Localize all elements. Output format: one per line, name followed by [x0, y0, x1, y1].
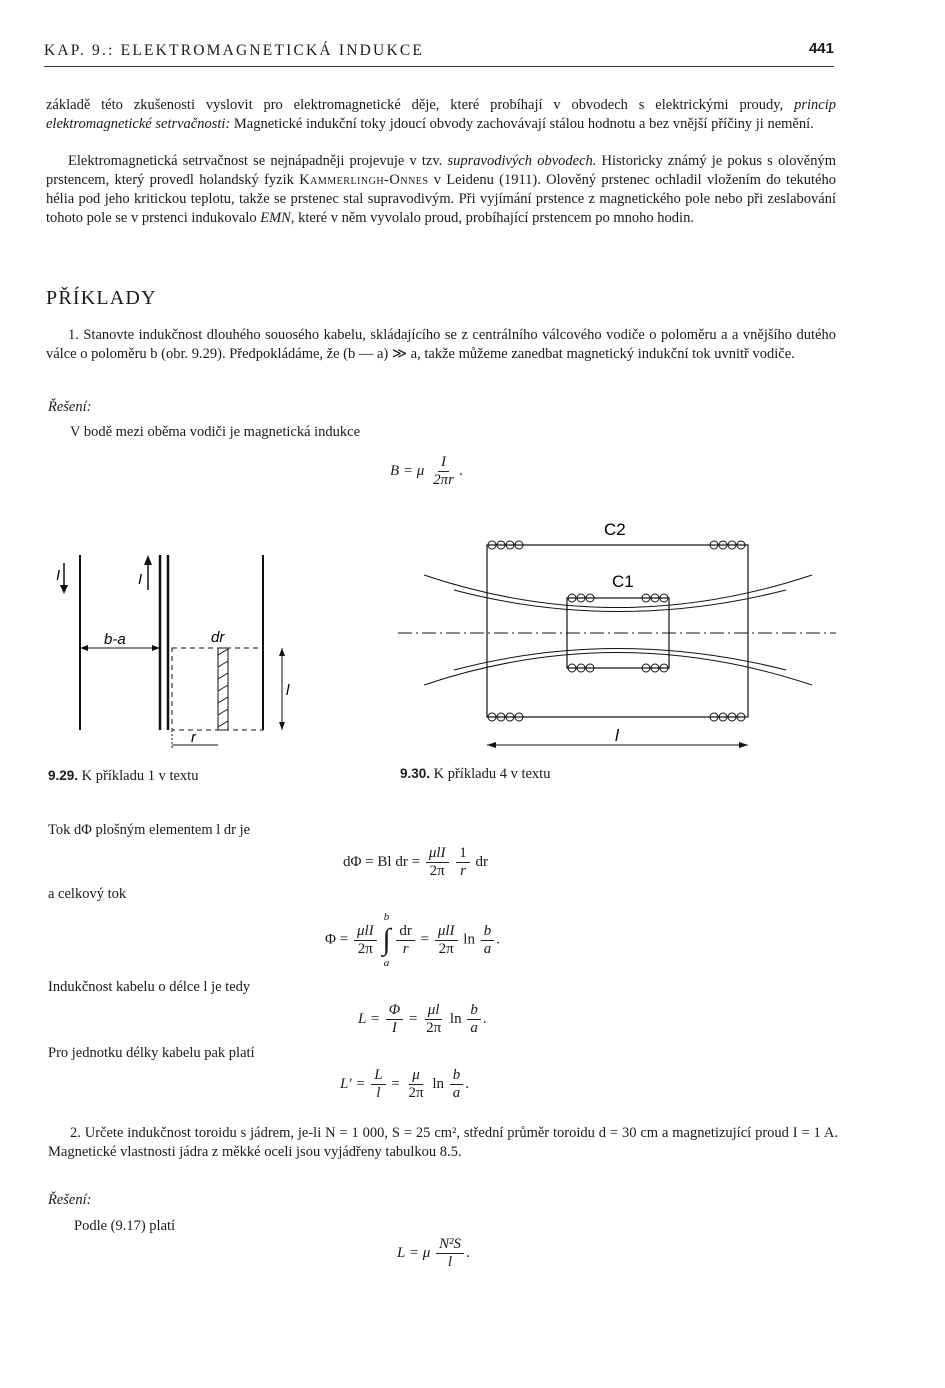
eq-tail: . — [496, 931, 500, 948]
loop-c2 — [487, 545, 748, 717]
eq-denominator: 2π — [429, 863, 445, 879]
integral-lower-limit: a — [383, 957, 390, 969]
eq-denominator: r — [402, 940, 409, 957]
equation-phi — [325, 910, 500, 970]
label-b-a: b-a — [104, 631, 126, 648]
eq-numerator: L — [371, 1067, 385, 1085]
eq-numerator: b — [450, 1067, 464, 1085]
figure-9-30 — [396, 515, 838, 760]
eq-numerator: N²S — [436, 1236, 464, 1254]
arrowhead-icon — [279, 722, 285, 730]
eq-equals: = — [420, 931, 430, 948]
eq-numerator: Φ — [386, 1002, 403, 1020]
example-1-text: 1. Stanovte indukčnost dlouhého souosého kabelu, skládajícího se z centrálního válcového vodiče o poloměru a a vnějšího dutého válce o poloměru b (obr. 9.29). Předpokládáme, že (b — a) ≫ a, takže můžeme zanedbat magnetický indukční tok uvnitř vodiče. — [46, 327, 836, 362]
eq-lhs: L = μ — [397, 1244, 431, 1261]
area-element-dr — [218, 648, 228, 730]
derivation-line-2: Tok dΦ plošným elementem l dr je — [48, 822, 251, 838]
text-span: , které v něm vyvolalo proud, probíhající prstencem po mnoho hodin. — [290, 210, 694, 226]
eq-denominator: a — [452, 1085, 461, 1101]
figure-9-29 — [46, 545, 296, 760]
chapter-title: KAP. 9.: ELEKTROMAGNETICKÁ INDUKCE — [44, 42, 425, 59]
eq-ln: ln — [449, 1010, 462, 1027]
derivation-line-5: Pro jednotku délky kabelu pak platí — [48, 1045, 255, 1061]
eq-lhs: L = — [358, 1010, 380, 1027]
emphasis-term: princip elektromagnetické setrvačnosti: — [46, 97, 836, 132]
label-current-2: I — [138, 571, 143, 588]
figure-number: 9.29. — [48, 768, 79, 783]
eq-denominator: 2π — [408, 1085, 424, 1101]
arrowhead-icon — [144, 555, 152, 565]
eq-lhs: dΦ = Bl dr = — [343, 853, 421, 870]
arrowhead-icon — [487, 742, 496, 748]
equation-l — [358, 1002, 487, 1037]
label-c1: C1 — [612, 572, 634, 591]
example-2-line-1: Podle (9.17) platí — [74, 1218, 176, 1234]
caption-text: K příkladu 4 v textu — [433, 766, 551, 782]
integral-sign: b ∫ a — [382, 911, 391, 969]
eq-tail: dr — [475, 853, 489, 870]
solution-label-1: Řešení: — [48, 399, 92, 415]
eq-lhs: L' = — [340, 1075, 366, 1092]
eq-numerator: I — [438, 454, 449, 472]
eq-numerator: b — [481, 923, 495, 941]
arrowhead-icon — [739, 742, 748, 748]
derivation-line-4: Indukčnost kabelu o délce l je tedy — [48, 979, 251, 995]
derivation-line-3: a celkový tok — [48, 886, 127, 902]
caption-9-29 — [48, 768, 198, 785]
text-span: Historicky známý je pokus s olověným prstencem, který provedl holandský fyzik — [46, 153, 836, 188]
label-current-1: I — [56, 567, 61, 584]
arrowhead-icon — [279, 648, 285, 656]
intro-paragraph-1 — [46, 96, 836, 134]
eq-lhs: B = μ — [390, 462, 425, 479]
text-span: základě této zkušenosti vyslovit pro elektromagnetické děje, které probíhají v obvodech s elektrickými proudy, — [46, 97, 795, 113]
eq-equals: = — [391, 1075, 400, 1092]
eq-numerator: dr — [396, 923, 415, 941]
eq-denominator: a — [470, 1020, 478, 1036]
label-c2: C2 — [604, 520, 626, 539]
eq-equals: = — [408, 1010, 418, 1027]
example-2-text: 2. Určete indukčnost toroidu s jádrem, je-li N = 1 000, S = 25 cm², střední průměr toroidu d = 30 cm a magnetizující proud I = 1 A. Magnetické vlastnosti jádra z měkké oceli jsou vyjádřeny tabulkou 8.5. — [48, 1125, 838, 1160]
eq-ln: ln — [432, 1075, 444, 1092]
figure-number: 9.30. — [400, 766, 431, 781]
equation-dphi — [343, 845, 488, 880]
eq-denominator: 2π — [426, 1020, 442, 1036]
arrowhead-icon — [60, 585, 68, 594]
text-span: Magnetické indukční toky jdoucí obvody zachovávají stálou hodnotu a bez vnější příčiny ji nemění. — [230, 116, 814, 132]
eq-tail: . — [466, 1244, 470, 1261]
label-r: r — [191, 729, 196, 746]
person-name: Kammerlingh-Onnes — [299, 172, 429, 188]
eq-denominator: 2π — [438, 940, 454, 957]
eq-denominator: l — [376, 1085, 381, 1101]
eq-numerator: μl — [425, 1002, 443, 1020]
eq-denominator: a — [483, 940, 492, 957]
example-1-line-1: V bodě mezi oběma vodiči je magnetická indukce — [70, 424, 361, 440]
eq-denominator: 2π — [357, 940, 373, 957]
label-l: l — [286, 682, 290, 699]
page-number: 441 — [808, 40, 834, 57]
arrowhead-icon — [80, 645, 88, 651]
eq-denominator: 2πr — [433, 472, 454, 488]
integral-upper-limit: b — [383, 911, 390, 923]
section-title: PŘÍKLADY — [46, 287, 157, 309]
emn-term: EMN — [260, 210, 291, 226]
eq-numerator: μlI — [426, 845, 449, 863]
eq-denominator: I — [391, 1020, 397, 1036]
intro-paragraph-2 — [46, 152, 836, 228]
coil-turns-c2 — [488, 541, 745, 721]
running-header — [44, 40, 834, 67]
eq-tail: . — [458, 462, 463, 479]
text-span: Elektromagnetická setrvačnost se nejnápadněji projevuje v tzv. — [68, 153, 448, 169]
label-l: l — [615, 726, 619, 745]
equation-toroid — [397, 1236, 470, 1271]
text-span: v Leidenu (1911). Olověný prstenec ochladil vložením do tekutého hélia pod jeho kritickou teplotu, takže se prstenec stal supravodivým. Při vyjímání prstence z magnetického pole nebo při zeslabování tohoto pole se v prstenci indukovalo — [46, 172, 836, 226]
label-dr: dr — [211, 629, 225, 646]
eq-numerator: b — [467, 1002, 481, 1020]
caption-text: K příkladu 1 v textu — [81, 768, 199, 784]
eq-tail: . — [465, 1075, 469, 1092]
emphasis-term: supravodivých obvodech. — [447, 153, 597, 169]
solution-label-2: Řešení: — [48, 1192, 92, 1208]
equation-b-field — [390, 454, 463, 489]
eq-tail: . — [482, 1010, 487, 1027]
eq-numerator: μlI — [354, 923, 377, 941]
eq-numerator: 1 — [456, 845, 470, 863]
eq-lhs: Φ = — [325, 931, 349, 948]
caption-9-30 — [400, 766, 550, 783]
equation-l-prime — [340, 1067, 469, 1102]
eq-numerator: μlI — [435, 923, 458, 941]
eq-denominator: l — [447, 1254, 453, 1270]
eq-denominator: r — [460, 863, 466, 879]
eq-ln: ln — [463, 931, 475, 948]
eq-numerator: μ — [409, 1067, 423, 1085]
